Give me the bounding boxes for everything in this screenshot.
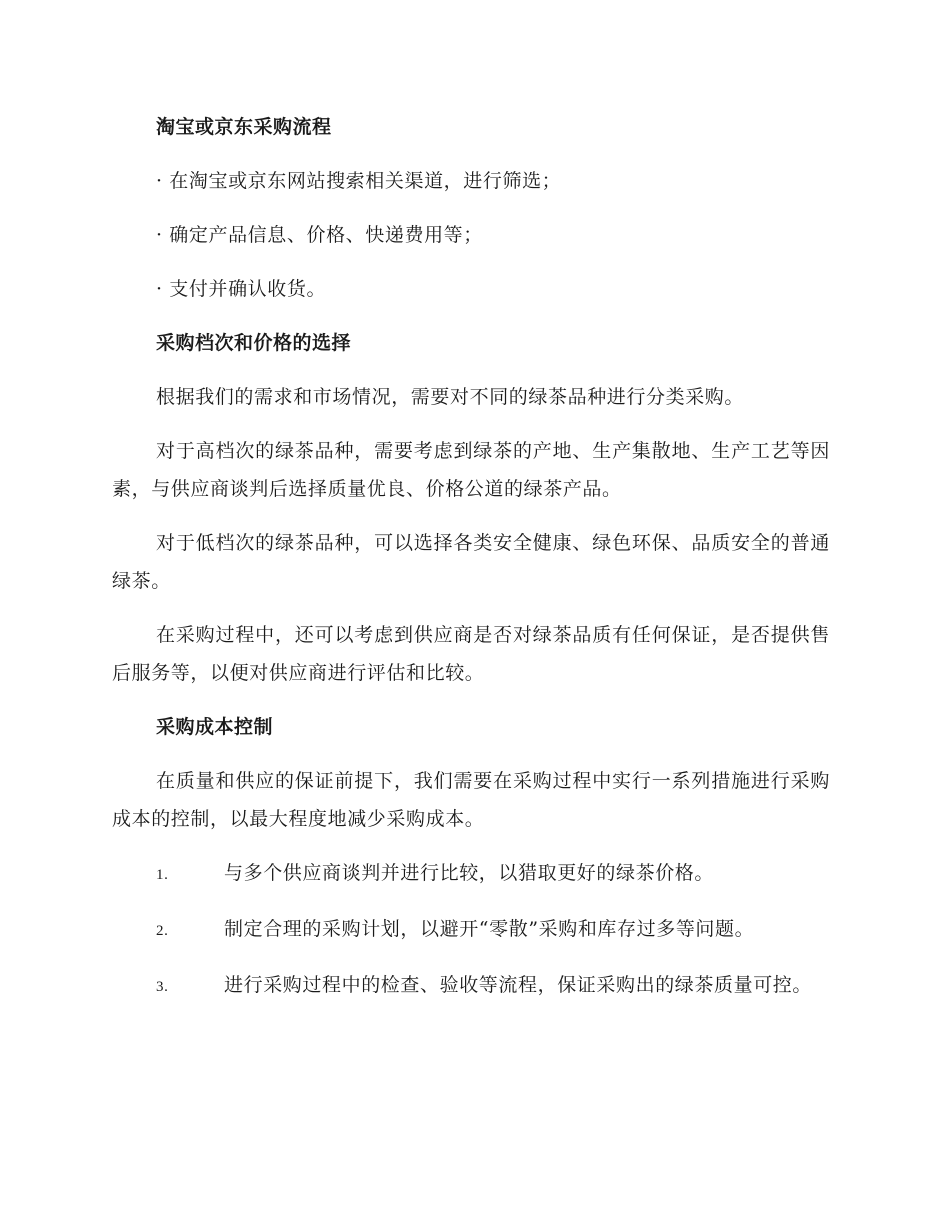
item-number: 3.: [156, 979, 169, 995]
item-number: 2.: [156, 923, 169, 939]
numbered-item: [112, 854, 830, 894]
paragraph: 在质量和供应的保证前提下，我们需要在采购过程中实行一系列措施进行采购成本的控制，以最大程度地减少采购成本。: [112, 770, 830, 830]
paragraph: 对于高档次的绿茶品种，需要考虑到绿茶的产地、生产集散地、生产工艺等因素，与供应商谈判后选择质量优良、价格公道的绿茶产品。: [112, 440, 830, 500]
item-text: 进行采购过程中的检查、验收等流程，保证采购出的绿茶质量可控。: [224, 974, 813, 996]
bullet-item: · 确定产品信息、价格、快递费用等；: [156, 224, 483, 246]
section-heading-grade: 采购档次和价格的选择: [156, 332, 352, 354]
paragraph: 根据我们的需求和市场情况，需要对不同的绿茶品种进行分类采购。: [156, 386, 745, 408]
bullet-item: · 在淘宝或京东网站搜索相关渠道，进行筛选；: [156, 170, 562, 192]
numbered-item: [112, 910, 830, 950]
document-page: [112, 108, 830, 1022]
item-text: 制定合理的采购计划，以避开“零散”采购和库存过多等问题。: [224, 918, 755, 940]
section-heading-cost: 采购成本控制: [156, 716, 274, 738]
paragraph: 对于低档次的绿茶品种，可以选择各类安全健康、绿色环保、品质安全的普通绿茶。: [112, 532, 830, 592]
section-heading-taobao: 淘宝或京东采购流程: [156, 116, 332, 138]
item-text: 与多个供应商谈判并进行比较，以猎取更好的绿茶价格。: [224, 862, 715, 884]
numbered-item: [112, 966, 830, 1006]
item-number: 1.: [156, 867, 169, 883]
paragraph: 在采购过程中，还可以考虑到供应商是否对绿茶品质有任何保证，是否提供售后服务等，以便对供应商进行评估和比较。: [112, 624, 830, 684]
bullet-item: · 支付并确认收货。: [156, 278, 327, 300]
